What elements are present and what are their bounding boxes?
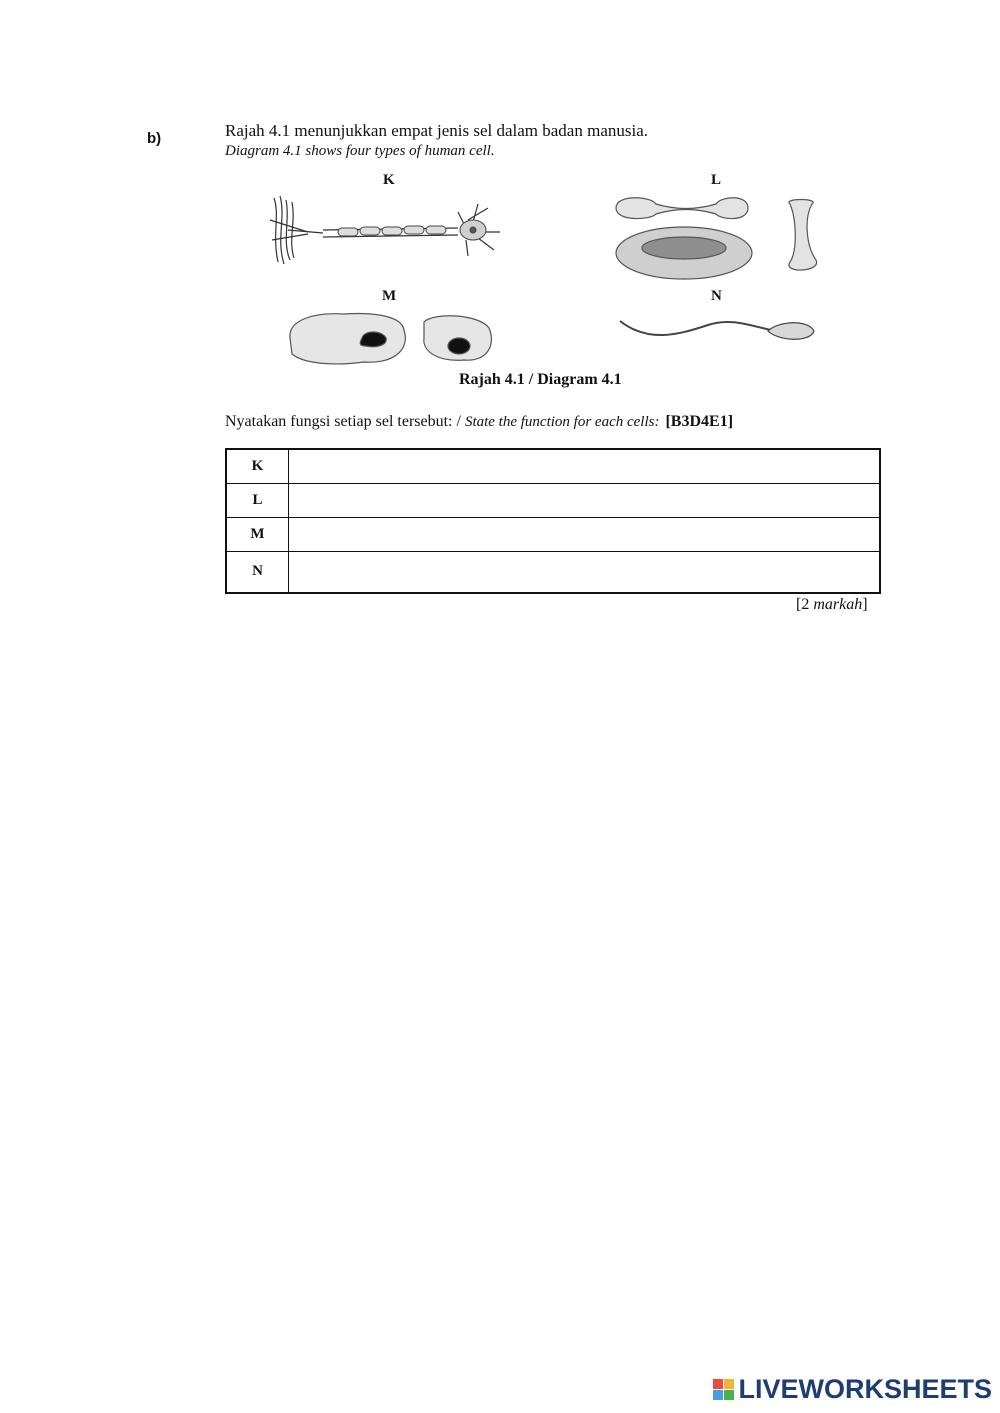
brand-name: LIVEWORKSHEETS: [738, 1374, 992, 1404]
answer-field-m[interactable]: [289, 517, 881, 551]
marks-open: [2: [796, 596, 814, 613]
diagram-label-m: M: [382, 288, 397, 304]
marks-close: ]: [862, 596, 868, 613]
row-label-n: N: [226, 551, 289, 593]
diagram-label-n: N: [711, 288, 722, 304]
red-blood-cell-illustration: [606, 190, 826, 285]
diagram-label-l: L: [711, 172, 722, 188]
row-label-m: M: [226, 517, 289, 551]
nerve-cell-illustration: [268, 190, 508, 270]
diagram-label-k: K: [383, 172, 395, 188]
instruction-code: [B3D4E1]: [665, 413, 734, 430]
diagram-caption: Rajah 4.1 / Diagram 4.1: [459, 371, 622, 388]
row-label-k: K: [226, 449, 289, 483]
cheek-cell-illustration: [284, 308, 499, 368]
answer-table: [225, 448, 881, 594]
marks-word: markah: [813, 596, 863, 613]
answer-field-k[interactable]: [289, 449, 881, 483]
table-row: [226, 449, 880, 483]
question-title-malay: Rajah 4.1 menunjukkan empat jenis sel dalam badan manusia.: [225, 121, 648, 140]
marks-label: [796, 596, 868, 614]
answer-field-n[interactable]: [289, 551, 881, 593]
instruction: [225, 413, 733, 431]
instruction-english: State the function for each cells:: [464, 414, 660, 430]
question-title-english: Diagram 4.1 shows four types of human cell.: [225, 143, 495, 159]
table-row: [226, 517, 880, 551]
liveworksheets-logo-icon: [713, 1379, 735, 1401]
answer-field-l[interactable]: [289, 483, 881, 517]
table-row: [226, 551, 880, 593]
table-row: [226, 483, 880, 517]
brand-footer: [713, 1374, 992, 1405]
question-part-label: b): [147, 130, 162, 147]
sperm-cell-illustration: [618, 305, 818, 355]
row-label-l: L: [226, 483, 289, 517]
instruction-malay: Nyatakan fungsi setiap sel tersebut: /: [225, 413, 465, 430]
